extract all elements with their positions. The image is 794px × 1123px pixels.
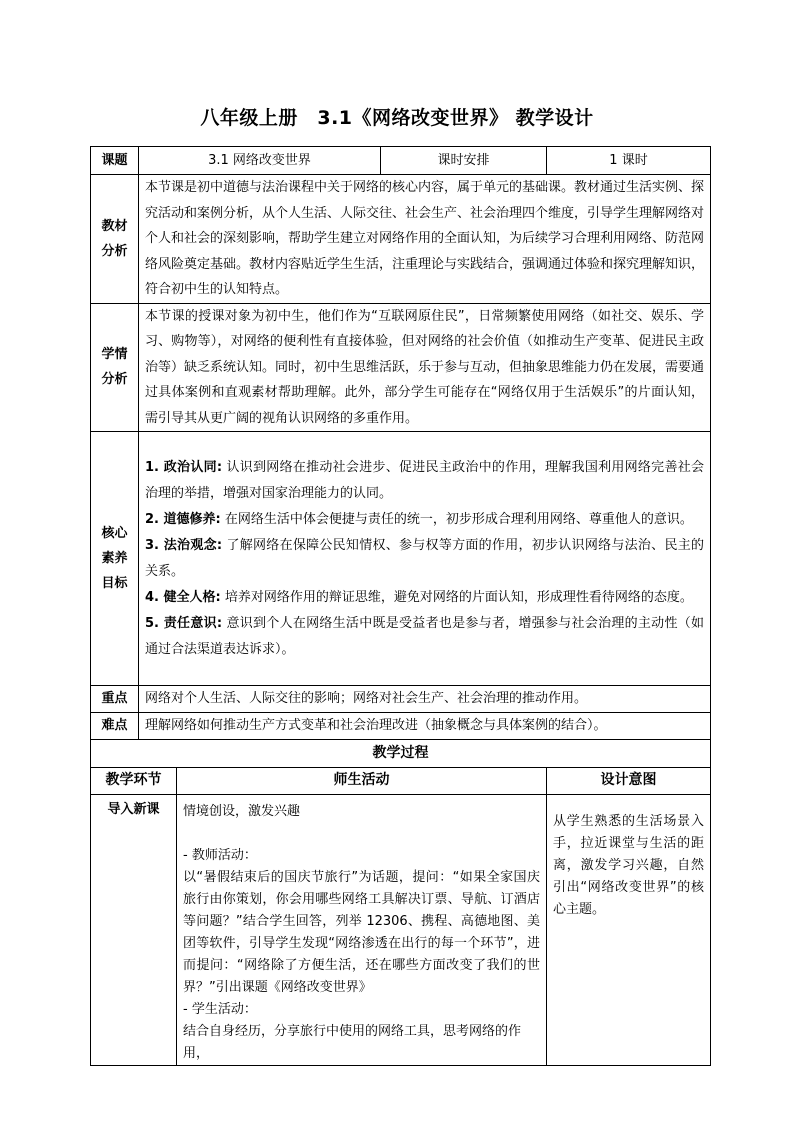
learners-row	[91, 303, 711, 432]
difficult-point-label: 难点	[91, 713, 139, 740]
goals-list	[139, 432, 711, 686]
activity-line: 以“暑假结束后的国庆节旅行”为话题，提问：“如果全家国庆旅行由你策划，你会用哪些网络工具解决订票、导航、订酒店等问题？”结合学生回答，列举 12306、携程、高德地图、美团等软件，引导学生发现“网络渗透在出行的每一个环节”，进而提问：“网络除了方便生活，还在哪些方面改变了我们的世界？”引出课题《网络改变世界》	[183, 869, 540, 995]
process-header-row	[91, 768, 711, 795]
material-label: 教材 分析	[91, 175, 139, 304]
process-row	[91, 794, 711, 1065]
difficult-point-row	[91, 713, 711, 740]
col-stage-header: 教学环节	[91, 768, 177, 795]
stage-name: 导入新课	[91, 794, 177, 1065]
goal-item: 3. 法治观念: 了解网络在保障公民知情权、参与权等方面的作用，初步认识网络与法治、民主的关系。	[145, 537, 704, 579]
key-point-row	[91, 686, 711, 713]
material-text: 本节课是初中道德与法治课程中关于网络的核心内容，属于单元的基础课。教材通过生活实例、探究活动和案例分析，从个人生活、人际交往、社会生产、社会治理四个维度，引导学生理解网络对个人和社会的深刻影响，帮助学生建立对网络作用的全面认知，为后续学习合理利用网络、防范网络风险奠定基础。教材内容贴近学生生活，注重理论与实践结合，强调通过体验和探究理解知识，符合初中生的认知特点。	[139, 175, 711, 304]
learners-text: 本节课的授课对象为初中生，他们作为“互联网原住民”，日常频繁使用网络（如社交、娱乐、学习、购物等），对网络的便利性有直接体验，但对网络的社会价值（如推动生产变革、促进民主政治等）缺乏系统认知。同时，初中生思维活跃，乐于参与互动，但抽象思维能力仍在发展，需要通过具体案例和直观素材帮助理解。此外，部分学生可能存在“网络仅用于生活娱乐”的片面认知，需引导其从更广阔的视角认识网络的多重作用。	[139, 303, 711, 432]
topic-label: 课题	[91, 147, 139, 175]
activity-cell	[177, 794, 547, 1065]
topic-value: 3.1 网络改变世界	[139, 147, 381, 175]
topic-row	[91, 147, 711, 175]
col-activity-header: 师生活动	[177, 768, 547, 795]
process-title: 教学过程	[91, 740, 711, 768]
goals-label: 核心 素养 目标	[91, 432, 139, 686]
lesson-plan-table	[90, 146, 711, 1066]
col-intent-header: 设计意图	[547, 768, 711, 795]
process-title-row	[91, 740, 711, 768]
hours-value: 1 课时	[547, 147, 711, 175]
key-point-text: 网络对个人生活、人际交往的影响；网络对社会生产、社会治理的推动作用。	[139, 686, 711, 713]
goal-item: 5. 责任意识: 意识到个人在网络生活中既是受益者也是参与者，增强参与社会治理的主动性（如通过合法渠道表达诉求）。	[145, 615, 704, 657]
difficult-point-text: 理解网络如何推动生产方式变革和社会治理改进（抽象概念与具体案例的结合）。	[139, 713, 711, 740]
activity-line: - 学生活动：	[183, 1001, 257, 1017]
goal-item: 2. 道德修养: 在网络生活中体会便捷与责任的统一，初步形成合理利用网络、尊重他人的意识。	[145, 511, 693, 527]
key-point-label: 重点	[91, 686, 139, 713]
goals-row	[91, 432, 711, 686]
material-row	[91, 175, 711, 304]
intent-cell: 从学生熟悉的生活场景入手，拉近课堂与生活的距离，激发学习兴趣，自然引出“网络改变世界”的核心主题。	[547, 794, 711, 1065]
learners-label: 学情 分析	[91, 303, 139, 432]
activity-line: 情境创设，激发兴趣	[183, 803, 301, 819]
document-title: 八年级上册 3.1《网络改变世界》 教学设计	[200, 107, 594, 129]
goal-item: 4. 健全人格: 培养对网络作用的辩证思维，避免对网络的片面认知，形成理性看待网络的态度。	[145, 589, 693, 605]
hours-label: 课时安排	[381, 147, 547, 175]
activity-line: - 教师活动：	[183, 847, 257, 863]
activity-blank-line	[183, 823, 540, 845]
goal-item: 1. 政治认同: 认识到网络在推动社会进步、促进民主政治中的作用，理解我国利用网络完善社会治理的举措，增强对国家治理能力的认同。	[145, 459, 704, 501]
activity-line: 结合自身经历，分享旅行中使用的网络工具，思考网络的作用，	[183, 1023, 522, 1061]
